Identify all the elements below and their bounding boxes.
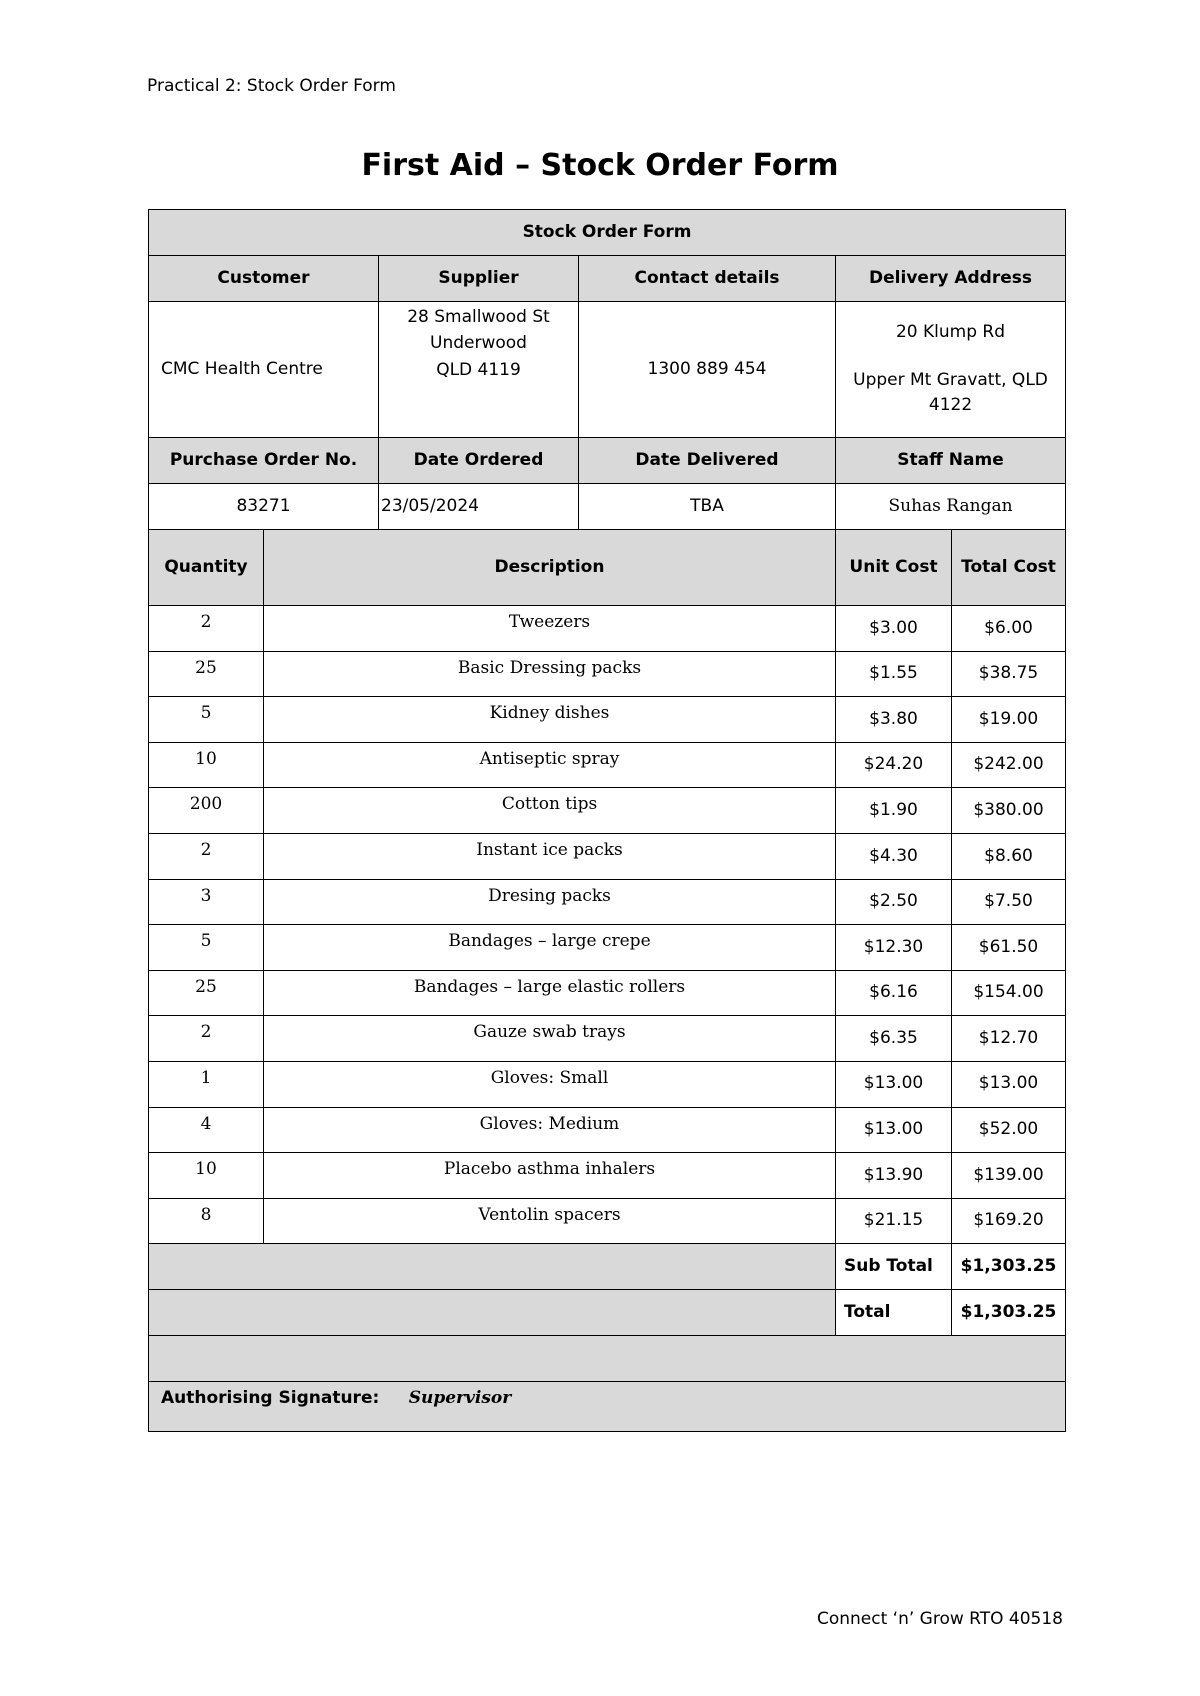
item-description: Gloves: Medium (264, 1107, 836, 1153)
item-total-cost: $19.00 (952, 697, 1066, 743)
item-quantity: 4 (149, 1107, 264, 1153)
page-header: Practical 2: Stock Order Form (147, 76, 396, 96)
contact-header: Contact details (579, 256, 836, 302)
item-quantity: 5 (149, 925, 264, 971)
total-value: $1,303.25 (952, 1290, 1066, 1336)
supplier-value (379, 302, 579, 438)
item-quantity: 2 (149, 1016, 264, 1062)
supplier-line-2: Underwood (430, 333, 527, 354)
item-quantity: 25 (149, 651, 264, 697)
item-row (149, 606, 1066, 652)
item-total-cost: $169.20 (952, 1198, 1066, 1244)
item-quantity: 25 (149, 970, 264, 1016)
item-unit-cost: $21.15 (836, 1198, 952, 1244)
supplier-line-3: QLD 4119 (436, 359, 521, 380)
item-row (149, 1061, 1066, 1107)
customer-header: Customer (149, 256, 379, 302)
total-cost-header: Total Cost (952, 530, 1066, 606)
unit-cost-header: Unit Cost (836, 530, 952, 606)
delivery-header: Delivery Address (836, 256, 1066, 302)
item-description: Bandages – large crepe (264, 925, 836, 971)
item-unit-cost: $2.50 (836, 879, 952, 925)
description-header: Description (264, 530, 836, 606)
item-unit-cost: $12.30 (836, 925, 952, 971)
supplier-header: Supplier (379, 256, 579, 302)
items-body (149, 606, 1066, 1244)
form-heading: Stock Order Form (149, 210, 1066, 256)
item-quantity: 2 (149, 606, 264, 652)
date-ordered-header: Date Ordered (379, 438, 579, 484)
item-total-cost: $8.60 (952, 833, 1066, 879)
stock-order-table (148, 209, 1066, 1432)
item-row (149, 970, 1066, 1016)
item-row (149, 651, 1066, 697)
signature-row (149, 1382, 1066, 1432)
item-row (149, 925, 1066, 971)
delivery-line-2: Upper Mt Gravatt, QLD 4122 (853, 369, 1048, 416)
signature-label: Authorising Signature: (161, 1388, 380, 1409)
item-description: Ventolin spacers (264, 1198, 836, 1244)
item-row (149, 1016, 1066, 1062)
item-row (149, 1107, 1066, 1153)
item-row (149, 879, 1066, 925)
item-description: Basic Dressing packs (264, 651, 836, 697)
item-row (149, 742, 1066, 788)
item-total-cost: $13.00 (952, 1061, 1066, 1107)
quantity-header: Quantity (149, 530, 264, 606)
delivery-value (836, 302, 1066, 438)
item-total-cost: $6.00 (952, 606, 1066, 652)
item-total-cost: $61.50 (952, 925, 1066, 971)
item-row (149, 1198, 1066, 1244)
item-quantity: 10 (149, 1153, 264, 1199)
item-quantity: 10 (149, 742, 264, 788)
signature-value: Supervisor (408, 1388, 512, 1409)
blank-row (149, 1336, 1066, 1382)
item-unit-cost: $13.90 (836, 1153, 952, 1199)
delivery-line-1: 20 Klump Rd (895, 322, 1006, 343)
item-total-cost: $154.00 (952, 970, 1066, 1016)
supplier-line-1: 28 Smallwood St (407, 307, 550, 327)
item-unit-cost: $4.30 (836, 833, 952, 879)
item-total-cost: $52.00 (952, 1107, 1066, 1153)
item-description: Dresing packs (264, 879, 836, 925)
item-total-cost: $242.00 (952, 742, 1066, 788)
item-row (149, 788, 1066, 834)
item-total-cost: $7.50 (952, 879, 1066, 925)
item-total-cost: $12.70 (952, 1016, 1066, 1062)
item-row (149, 697, 1066, 743)
item-total-cost: $380.00 (952, 788, 1066, 834)
item-description: Antiseptic spray (264, 742, 836, 788)
item-unit-cost: $1.90 (836, 788, 952, 834)
date-delivered-value: TBA (579, 484, 836, 530)
item-description: Gauze swab trays (264, 1016, 836, 1062)
customer-value: CMC Health Centre (149, 302, 379, 438)
item-row (149, 833, 1066, 879)
subtotal-label: Sub Total (836, 1244, 952, 1290)
date-ordered-value: 23/05/2024 (379, 484, 579, 530)
item-description: Gloves: Small (264, 1061, 836, 1107)
total-label: Total (836, 1290, 952, 1336)
item-quantity: 3 (149, 879, 264, 925)
po-number-header: Purchase Order No. (149, 438, 379, 484)
item-total-cost: $38.75 (952, 651, 1066, 697)
item-unit-cost: $3.00 (836, 606, 952, 652)
item-description: Placebo asthma inhalers (264, 1153, 836, 1199)
item-description: Bandages – large elastic rollers (264, 970, 836, 1016)
item-quantity: 5 (149, 697, 264, 743)
item-total-cost: $139.00 (952, 1153, 1066, 1199)
subtotal-value: $1,303.25 (952, 1244, 1066, 1290)
item-unit-cost: $6.35 (836, 1016, 952, 1062)
staff-name-value: Suhas Rangan (836, 484, 1066, 530)
item-quantity: 1 (149, 1061, 264, 1107)
item-quantity: 2 (149, 833, 264, 879)
item-quantity: 200 (149, 788, 264, 834)
item-quantity: 8 (149, 1198, 264, 1244)
item-unit-cost: $13.00 (836, 1107, 952, 1153)
item-description: Kidney dishes (264, 697, 836, 743)
staff-name-header: Staff Name (836, 438, 1066, 484)
subtotal-spacer (149, 1244, 836, 1290)
page-footer: Connect ‘n’ Grow RTO 40518 (816, 1609, 1063, 1629)
contact-value: 1300 889 454 (579, 302, 836, 438)
total-spacer (149, 1290, 836, 1336)
po-number-value: 83271 (149, 484, 379, 530)
item-description: Instant ice packs (264, 833, 836, 879)
item-unit-cost: $24.20 (836, 742, 952, 788)
date-delivered-header: Date Delivered (579, 438, 836, 484)
item-row (149, 1153, 1066, 1199)
item-unit-cost: $1.55 (836, 651, 952, 697)
item-description: Tweezers (264, 606, 836, 652)
item-unit-cost: $3.80 (836, 697, 952, 743)
document-title: First Aid – Stock Order Form (361, 148, 839, 183)
item-unit-cost: $6.16 (836, 970, 952, 1016)
item-unit-cost: $13.00 (836, 1061, 952, 1107)
item-description: Cotton tips (264, 788, 836, 834)
